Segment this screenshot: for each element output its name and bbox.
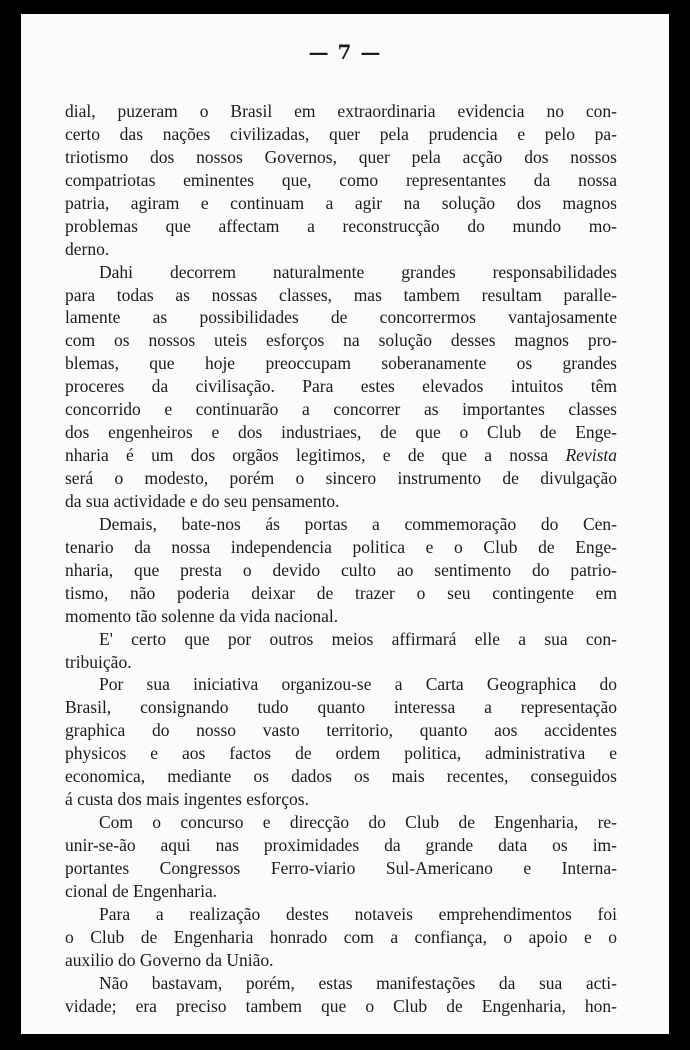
text-line-content: nharia é um dos orgãos legitimos, e de que a nossa (65, 445, 566, 466)
text-line (65, 444, 617, 467)
text-line (65, 192, 617, 215)
text-line (65, 673, 617, 696)
text-line-content: Não bastavam, porém, estas manifestações da sua acti- (99, 972, 617, 993)
text-line (65, 880, 617, 903)
text-line (65, 857, 617, 880)
text-line-content: nharia, que presta o devido culto ao sentimento do patrio- (65, 559, 617, 580)
text-line-content: Para a realização destes notaveis emprehendimentos foi (99, 903, 617, 924)
text-line-content: momento tão solenne da vida nacional. (65, 605, 339, 626)
text-line (65, 559, 617, 582)
text-line-content: physicos e aos factos de ordem politica, administrativa e (65, 743, 617, 764)
text-line (65, 605, 617, 628)
text-line (65, 513, 617, 536)
text-line-content: dos engenheiros e dos industriaes, de que o Club de Enge- (65, 422, 617, 443)
text-line-content: triotismo dos nossos Governos, quer pela acção dos nossos (65, 146, 617, 167)
text-line-content: Com o concurso e direcção do Club de Engenharia, re- (99, 812, 617, 833)
text-line (65, 329, 617, 352)
text-line (65, 628, 617, 651)
text-line-content: tenario da nossa independencia politica e o Club de Enge- (65, 536, 617, 557)
text-line (65, 651, 617, 674)
text-line-content: problemas que affectam a reconstrucção do mundo mo- (65, 215, 617, 236)
text-line (65, 467, 617, 490)
text-line (65, 284, 617, 307)
text-line-content: Demais, bate-nos ás portas a commemoração do Cen- (99, 513, 617, 534)
text-line-content: unir-se-ão aqui nas proximidades da grande data os im- (65, 835, 617, 855)
text-line (65, 146, 617, 169)
text-line-content: derno. (65, 238, 110, 259)
text-line-content: lamente as possibilidades de concorrermos vantajosamente (65, 307, 617, 328)
text-line-content: concorrido e continuarão a concorrer as importantes classes (65, 399, 617, 420)
text-line-content: vidade; era preciso tambem que o Club de Engenharia, hon- (65, 995, 617, 1016)
text-line (65, 765, 617, 788)
text-line-content: com os nossos uteis esforços na solução desses magnos pro- (65, 330, 617, 351)
text-line (65, 123, 617, 146)
text-line (65, 834, 617, 857)
text-line (65, 696, 617, 719)
text-line (65, 995, 617, 1018)
text-line (65, 536, 617, 559)
text-line (65, 352, 617, 375)
text-line-content: Dahi decorrem naturalmente grandes responsabilidades (99, 261, 617, 282)
text-line (65, 926, 617, 949)
text-line-content: graphica do nosso vasto territorio, quanto aos accidentes (65, 720, 617, 741)
text-line-content: á custa dos mais ingentes esforços. (65, 789, 309, 810)
text-line-content: patria, agiram e continuam a agir na solução dos magnos (65, 192, 617, 213)
text-line-content: auxilio do Governo da União. (65, 949, 274, 970)
text-line (65, 261, 617, 284)
text-line-content: E' certo que por outros meios affirmará elle a sua con- (99, 628, 617, 649)
text-line (65, 788, 617, 811)
text-line (65, 719, 617, 742)
text-line-content: portantes Congressos Ferro-viario Sul-Americano e Interna- (65, 857, 617, 878)
text-line (65, 742, 617, 765)
text-line (65, 972, 617, 995)
page-number: — 7 — (308, 40, 382, 64)
text-line-content: da sua actividade e do seu pensamento. (65, 490, 340, 511)
text-line-content: tismo, não poderia deixar de trazer o seu contingente em (65, 582, 617, 603)
text-line (65, 398, 617, 421)
italic-title: Revista (565, 445, 617, 466)
text-line-content: dial, puzeram o Brasil em extraordinaria evidencia no con- (65, 101, 617, 121)
document-page (21, 14, 669, 1034)
text-line-content: o Club de Engenharia honrado com a confiança, o apoio e o (65, 926, 617, 947)
text-line (65, 375, 617, 398)
text-line (65, 169, 617, 192)
text-line (65, 582, 617, 605)
text-line (65, 903, 617, 926)
text-line (65, 215, 617, 238)
text-line-content: proceres da civilisação. Para estes elevados intuitos têm (65, 376, 617, 397)
text-line (65, 100, 617, 123)
text-line-content: blemas, que hoje preoccupam soberanamente os grandes (65, 353, 617, 374)
text-line-content: para todas as nossas classes, mas tambem resultam paralle- (65, 284, 617, 305)
text-line (65, 490, 617, 513)
text-line-content: cional de Engenharia. (65, 880, 218, 901)
text-line-content: compatriotas eminentes que, como representantes da nossa (65, 169, 617, 190)
text-line (65, 811, 617, 834)
text-line-content: certo das nações civilizadas, quer pela prudencia e pelo pa- (65, 123, 617, 144)
text-line (65, 421, 617, 444)
text-line-content: será o modesto, porém o sincero instrumento de divulgação (65, 468, 617, 488)
text-line-content: tribuição. (65, 651, 132, 672)
text-line (65, 306, 617, 329)
text-line (65, 949, 617, 972)
body-text (65, 100, 617, 1018)
text-line-content: Por sua iniciativa organizou-se a Carta Geographica do (99, 674, 617, 695)
text-line-content: economica, mediante os dados os mais recentes, conseguidos (65, 766, 617, 787)
text-line (65, 238, 617, 261)
text-line-content: Brasil, consignando tudo quanto interessa a representação (65, 697, 617, 718)
